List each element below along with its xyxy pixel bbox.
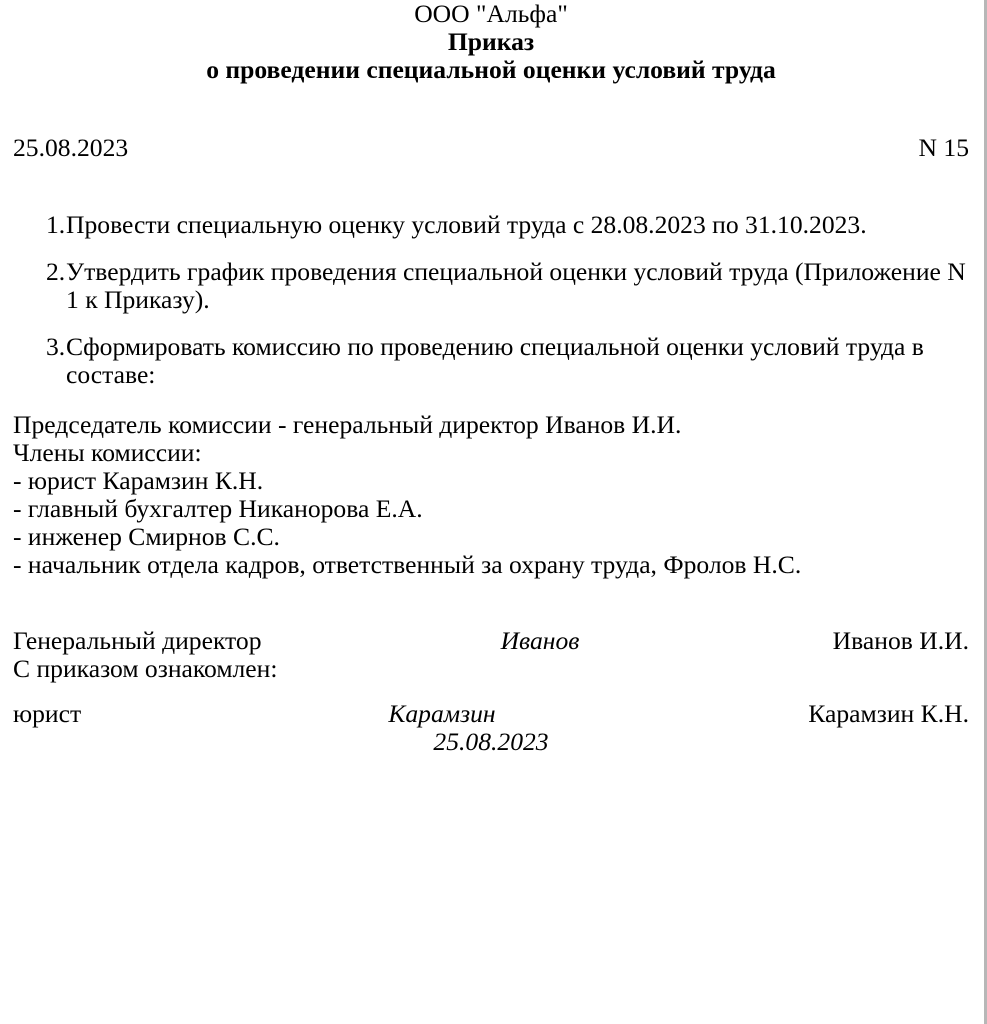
signature-script: Иванов <box>500 626 580 655</box>
item-number: 1. <box>46 210 66 239</box>
item-number: 3. <box>46 332 66 361</box>
signature-row-director <box>13 627 969 655</box>
order-item <box>13 258 969 314</box>
signature-position: юрист <box>13 699 82 728</box>
members-label: Члены комиссии: <box>13 438 202 467</box>
footer-date: 25.08.2023 <box>433 727 549 756</box>
item-text: Утвердить график проведения специальной оценки условий труда (Приложение N 1 к Приказу). <box>66 257 966 314</box>
signature-row-jurist <box>13 700 969 728</box>
signature-script: Карамзин <box>388 699 496 728</box>
signature-name: Иванов И.И. <box>832 626 969 655</box>
member-line: - начальник отдела кадров, ответственный за охрану труда, Фролов Н.С. <box>13 550 802 579</box>
order-number: N 15 <box>918 133 969 162</box>
chairman-line: Председатель комиссии - генеральный директор Иванов И.И. <box>13 410 682 439</box>
item-text: Провести специальную оценку условий труда с 28.08.2023 по 31.10.2023. <box>66 210 867 239</box>
order-items <box>13 211 969 389</box>
member-line: - инженер Смирнов С.С. <box>13 522 280 551</box>
order-title: Приказ <box>447 27 535 56</box>
member-line: - юрист Карамзин К.Н. <box>13 466 264 495</box>
signature-name: Карамзин К.Н. <box>808 699 969 728</box>
order-subtitle: о проведении специальной оценки условий труда <box>206 55 776 84</box>
signature-position: Генеральный директор <box>13 626 262 655</box>
item-text: Сформировать комиссию по проведению специальной оценки условий труда в составе: <box>66 332 924 389</box>
date-number-row <box>13 134 969 162</box>
order-item <box>13 333 969 389</box>
member-line: - главный бухгалтер Никанорова Е.А. <box>13 494 423 523</box>
order-item <box>13 211 969 239</box>
org-name: ООО "Альфа" <box>414 0 568 28</box>
acknowledgement-label: С приказом ознакомлен: <box>13 654 278 683</box>
order-date: 25.08.2023 <box>13 133 129 162</box>
item-number: 2. <box>46 257 66 286</box>
